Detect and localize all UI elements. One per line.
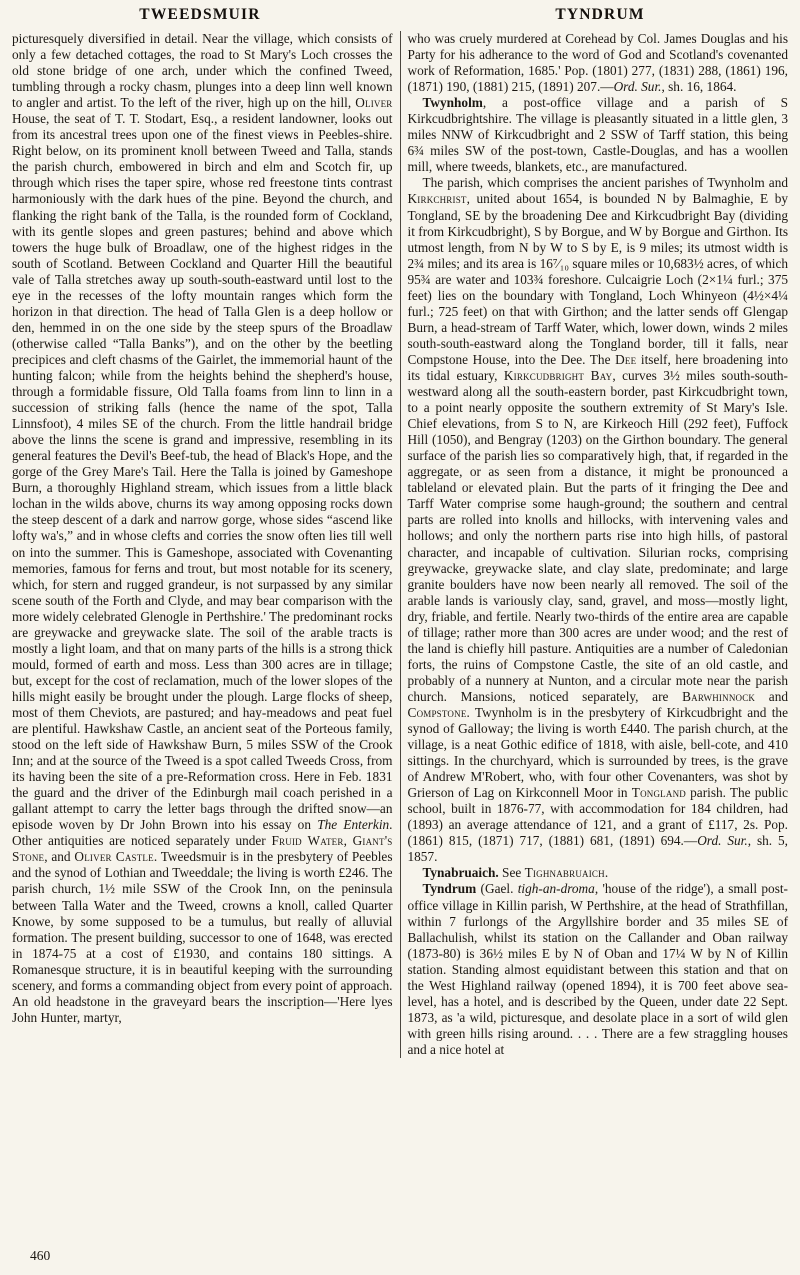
- page-number: 460: [30, 1248, 51, 1263]
- text-columns: [0, 31, 800, 1058]
- right-running-head: TYNDRUM: [555, 6, 645, 23]
- left-running-head: TWEEDSMUIR: [139, 6, 261, 23]
- paragraph: picturesquely diversified in detail. Near the village, which consists of only a few detached cottages, the road to St Mary's Loch crosses the old stone bridge of one arch, under which the confined Tweed, tumbling through a rocky chasm, plunges into a deep linn well known to angler and artist. To the left of the river, high up on the hill, Oliver House, the seat of T. T. Stodart, Esq., a resident landowner, looks out from its ancestral trees upon one of the finest views in Peebles-shire. Right below, on its prominent knoll between Tweed and Talla, stands the parish church, embowered in birch and elm and Scotch fir, up through which rises the taper spire, whose red freestone tints contrast harmoniously with the dark hues of the pine. Beyond the church, and flanking the right bank of the Talla, is the rounded form of Cockland, with its gentle slopes and green pastures; behind and above which towers the huge bulk of Broadlaw, one of the highest ridges in the south of Scotland. Between Cockland and Quarter Hill the beautiful vale of Talla stretches away up south-south-eastward until lost to the eye in the recesses of the lofty mountain ranges which form the horizon in that direction. The head of Talla Glen is a deep hollow or den, hemmed in on the one side by the steep spurs of the Broadlaw (otherwise called “Talla Banks”), and on the other by the beetling precipices and cleft chasms of the Gairlet, the immemorial haunt of the hunting falcon; while from the heights behind the shepherd's house, through a formidable fissure, Old Talla foams from linn to linn in a succession of striking falls (hence the name of the spot, Talla Linnsfoot), 4 miles SE of the church. From the little handrail bridge above the linns the scene is grand and impressive, resembling in its general features the Devil's Beef-tub, the head of Black's Hope, and the gorge of the Grey Mare's Tail. Here the Talla is joined by Gameshope Burn, a thoroughly Highland stream, which issues from a little black lochan in the wilds above, churns its way among opposing rocks down the steep descent of a dark and narrow gorge, whose sides “ascend like lofty wa's,” and in whose clefts and corries the snow often lies till well on into the summer. This is Gameshope, associated with Covenanting memories, famous for ferns and trout, but most notable for its scenery, which, for stern and rugged grandeur, is not surpassed by any similar scene south of the Forth and Clyde, and may bear comparison with the more widely celebrated Glenogle in Perthshire.' The predominant rocks are greywacke and greywacke slate. The soil of the arable tracts is mostly a light loam, and that on many parts of the hills is a strong thick mould, formed of earth and moss. Less than 300 acres are in tillage; but, except for the cost of reclamation, much of the lower slopes of the hills might easily be brought under the plough. Large flocks of sheep, most of them Cheviots, are pastured; and hay-meadows and peat fuel are plentiful. Hawkshaw Castle, an ancient seat of the Porteous family, stood on the left side of Hawkshaw Burn, 5 miles SSW of the Crook Inn; and at the source of the Tweed is a spot called Tweeds Cross, from its having been the site of a pre-Reformation cross. Here in Feb. 1831 the guard and the driver of the Edinburgh mail coach perished in a gallant attempt to carry the letter bags through the drifted snow—an episode woven by Dr John Brown into his essay on The Enterkin. Other antiquities are noticed separately under Fruid Water, Giant's Stone, and Oliver Castle. Tweedsmuir is in the presbytery of Peebles and the synod of Lothian and Tweeddale; the living is worth £246. The parish church, 1½ mile SSW of the Crook Inn, on the peninsula between Talla Water and the Tweed, crowns a knoll, called Quarter Knowe, by some supposed to be a tumulus, but really of alluvial formation. The present building, successor to one of 1648, was erected in 1874-75 at a cost of £1930, and contains 180 sittings. A Romanesque structure, it is in beautiful keeping with the surrounding scenery, and forms a commanding object from every point of approach. An old headstone in the graveyard bears the inscription—'Here lyes John Hunter, martyr,: [12, 31, 393, 1025]
- paragraph: Tyndrum (Gael. tigh-an-droma, 'house of the ridge'), a small post-office village in Killin parish, W Perthshire, at the head of Strathfillan, within 7 furlongs of the Argyllshire border and 35 miles SE of Ballachulish, whilst its station on the Callander and Oban railway (1873-80) is 36½ miles E by N of Oban and 17¼ W by N of Killin station. Standing almost equidistant between this station and that on the West Highland railway (opened 1894), it is 700 feet above sea-level, has a hotel, and is described by the Queen, under date 22 Sept. 1873, as 'a wild, picturesque, and desolate place in a sort of wild glen with green hills rising around. . . . There are a few straggling houses and a nice hotel at: [407, 881, 788, 1057]
- paragraph: The parish, which comprises the ancient parishes of Twynholm and Kirkchrist, united about 1654, is bounded N by Balmaghie, E by Tongland, SE by the broadening Dee and Kirkcudbright Bay (dividing it from Kirkcudbright), S by Borgue, and W by Borgue and Girthon. Its utmost length, from N by W to S by E, is 9 miles; its utmost width is 2¾ miles; and its area is 16⁷⁄₁₀ square miles or 10,683½ acres, of which 95¾ are water and 103¾ foreshore. Culcaigrie Loch (2×1¼ furl.; 375 feet) lies on the boundary with Tongland, Loch Whinyeon (4½×4¼ furl.; 725 feet) on that with Girthon; and the latter sends off Glengap Burn, a head-stream of Tarff Water, which, lower down, winds 2 miles south-south-eastward along the Tongland border, till it falls, near Compstone House, into the Dee. The Dee itself, here broadening into its tidal estuary, Kirkcudbright Bay, curves 3½ miles south-south-westward along all the south-eastern border, past Kirkcudbright town, to a point nearly opposite the southern extremity of St Mary's Isle. Chief elevations, from S to N, are Kirkeoch Hill (292 feet), Fuffock Hill (1050), and Bengray (1203) on the Girthon boundary. The general surface of the parish lies so comparatively high, that, if regarded in the aggregate, or as seen from a distance, it might be pronounced a tableland or elevated plain. But the parts of it fringing the Dee and Tarff Water comprise some haugh-ground; the southern and central parts are rolled into knolls and hillocks, with intervening vales and hollows; and only the northern parts rise into high hills, of pastoral character, and incapable of cultivation. Silurian rocks, comprising greywacke, greywacke slate, and clay slate, predominate; and large granite boulders have now been nearly all removed. The soil of the arable lands is variously clay, sand, gravel, and moss—mostly light, dry, friable, and fertile. Nearly two-thirds of the entire area are capable of tillage; rather more than 300 acres are under wood; and the rest of the land is chiefly hill pasture. Antiquities are a number of Caledonian forts, the ruins of Compstone Castle, the site of an old castle, and probably of a nunnery at Nunton, and a circular mote near the parish church. Mansions, noticed separately, are Barwhinnock and Compstone. Twynholm is in the presbytery of Kirkcudbright and the synod of Galloway; the living is worth £440. The parish church, at the village, is a neat Gothic edifice of 1818, with aisle, bell-cote, and 410 sittings. In the churchyard, which is surrounded by trees, is the grave of Andrew M'Robert, who, with four other Covenanters, was shot by Grierson of Lag on Kirkconnell Moor in Tongland parish. The public school, built in 1876-77, with accommodation for 184 children, had (1893) an average attendance of 121, and a grant of £117, 2s. Pop. (1861) 815, (1871) 717, (1881) 681, (1891) 694.—Ord. Sur., sh. 5, 1857.: [407, 175, 789, 865]
- paragraph: Twynholm, a post-office village and a parish of S Kirkcudbrightshire. The village is pleasantly situated in a little glen, 3 miles NNW of Kirkcudbright and 2 SSW of Tarff station, this being 6¾ miles SW of the post-town, Castle-Douglas, and has a woollen mill, where tweeds, blankets, etc., are manufactured.: [407, 95, 788, 175]
- column-divider: [400, 31, 401, 1058]
- paragraph: who was cruely murdered at Corehead by Col. James Douglas and his Party for his adherance to the word of God and Scotland's covenanted work of Reformation, 1685.' Pop. (1801) 277, (1831) 288, (1861) 196, (1871) 190, (1881) 215, (1891) 207.—Ord. Sur., sh. 16, 1864.: [407, 31, 788, 95]
- paragraph: Tynabruaich. See Tighnabruaich.: [422, 865, 609, 881]
- left-column: [12, 31, 393, 1058]
- right-column: [408, 31, 789, 1058]
- running-heads: [0, 6, 800, 24]
